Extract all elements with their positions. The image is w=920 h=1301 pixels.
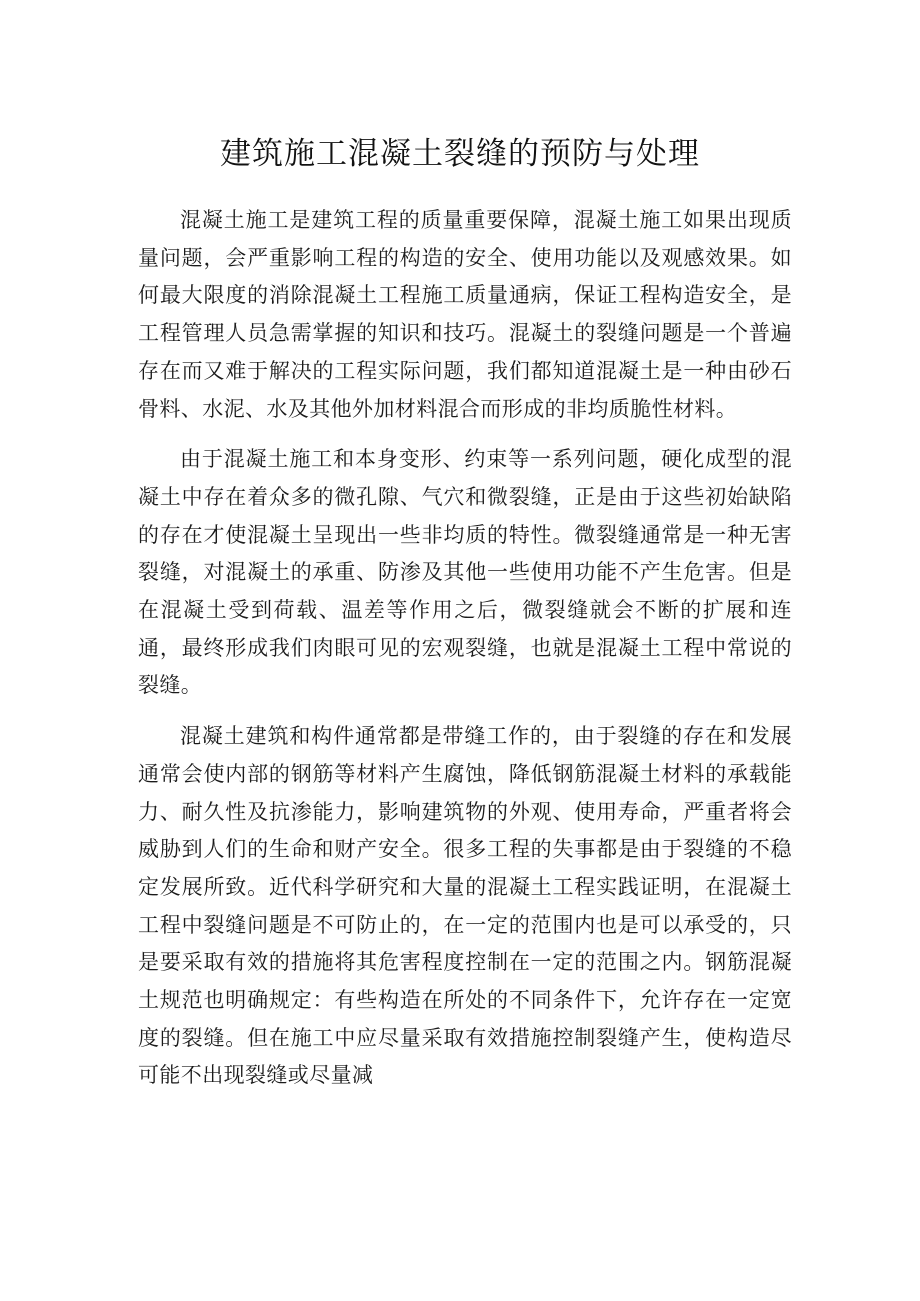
document-title: 建筑施工混凝土裂缝的预防与处理 (220, 136, 700, 172)
paragraph-3: 混凝土建筑和构件通常都是带缝工作的，由于裂缝的存在和发展通常会使内部的钢筋等材料产生腐蚀，降低钢筋混凝土材料的承载能力、耐久性及抗渗能力，影响建筑物的外观、使用寿命，严重者将会威胁到人们的生命和财产安全。很多工程的失事都是由于裂缝的不稳定发展所致。近代科学研究和大量的混凝土工程实践证明，在混凝土工程中裂缝问题是不可防止的，在一定的范围内也是可以承受的，只是要采取有效的措施将其危害程度控制在一定的范围之内。钢筋混凝土规范也明确规定：有些构造在所处的不同条件下，允许存在一定宽度的裂缝。但在施工中应尽量采取有效措施控制裂缝产生，使构造尽可能不出现裂缝或尽量减 (138, 724, 792, 1088)
paragraph-1: 混凝土施工是建筑工程的质量重要保障，混凝土施工如果出现质量问题，会严重影响工程的构造的安全、使用功能以及观感效果。如何最大限度的消除混凝土工程施工质量通病，保证工程构造安全，是工程管理人员急需掌握的知识和技巧。混凝土的裂缝问题是一个普遍存在而又难于解决的工程实际问题，我们都知道混凝土是一种由砂石骨料、水泥、水及其他外加材料混合而形成的非均质脆性材料。 (138, 208, 792, 421)
paragraph-2: 由于混凝土施工和本身变形、约束等一系列问题，硬化成型的混凝土中存在着众多的微孔隙、气穴和微裂缝，正是由于这些初始缺陷的存在才使混凝土呈现出一些非均质的特性。微裂缝通常是一种无害裂缝，对混凝土的承重、防渗及其他一些使用功能不产生危害。但是在混凝土受到荷载、温差等作用之后，微裂缝就会不断的扩展和连通，最终形成我们肉眼可见的宏观裂缝，也就是混凝土工程中常说的裂缝。 (138, 447, 792, 698)
document-body (138, 202, 792, 1108)
